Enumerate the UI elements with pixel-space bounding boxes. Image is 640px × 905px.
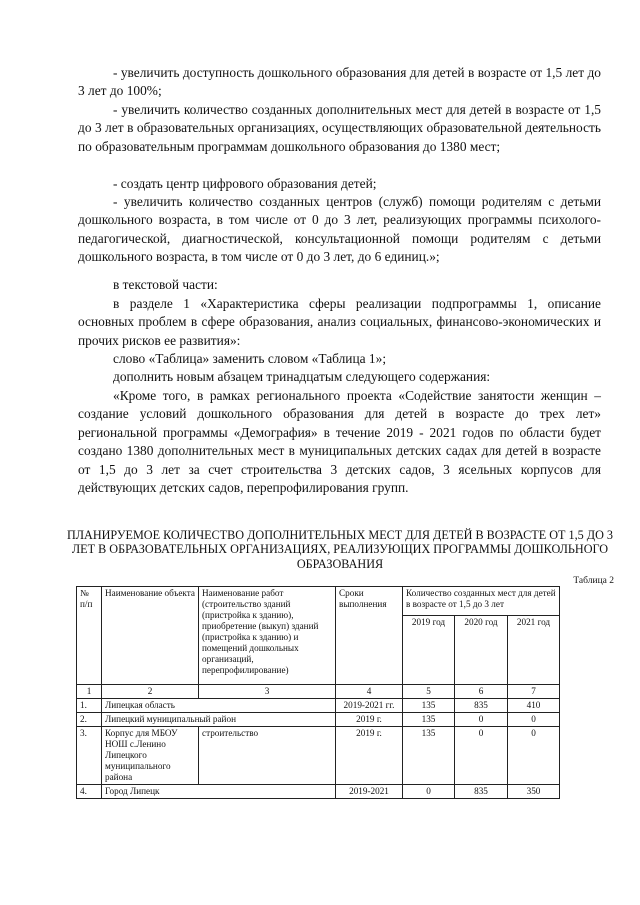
row-terms: 2019-2021 гг. <box>336 699 403 713</box>
header-2020: 2020 год <box>455 616 508 685</box>
row-2021: 350 <box>508 785 560 799</box>
colnum: 5 <box>403 685 455 699</box>
paragraph-9: «Кроме того, в рамках регионального проекта «Содействие занятости женщин – создание условий дошкольного образования для детей в возрасте до трех лет» региональной программы «Демография» в течение 2019 - 2021 годов по области будет создано 1380 дополнительных мест в муниципальных детских садах для детей в возрасте от 1,5 до 3 лет за счет строительства 3 детских садов, 3 ясельных корпусов для действующих детских садов, перепрофилирования групп. <box>78 388 601 496</box>
paragraph-6: в разделе 1 «Характеристика сферы реализации подпрограммы 1, описание основных проблем в сфере образования, анализ социальных, финансово-экономических и прочих рисков ее развития»: <box>78 296 601 348</box>
row-2019: 135 <box>403 699 455 713</box>
header-2021: 2021 год <box>508 616 560 685</box>
row-2019: 135 <box>403 713 455 727</box>
row-terms: 2019-2021 <box>336 785 403 799</box>
header-works: Наименование работ (строительство зданий (пристройка к зданию), приобретение (выкуп) зданий (пристройка к зданию) и помещений дошкольных организаций, перепрофилирование) <box>199 587 336 685</box>
row-2019: 135 <box>403 727 455 785</box>
paragraph-1: - увеличить доступность дошкольного образования для детей в возрасте от 1,5 лет до 3 лет до 100%; <box>78 65 601 99</box>
row-name: Липецкий муниципальный район <box>102 713 336 727</box>
table-row <box>77 727 560 785</box>
row-work: строительство <box>199 727 336 785</box>
row-2019: 0 <box>403 785 455 799</box>
row-2020: 835 <box>455 785 508 799</box>
row-2020: 0 <box>455 713 508 727</box>
header-num: № п/п <box>77 587 102 685</box>
row-terms: 2019 г. <box>336 727 403 785</box>
colnum: 6 <box>455 685 508 699</box>
row-num: 2. <box>77 713 102 727</box>
row-2021: 0 <box>508 713 560 727</box>
table-row <box>77 785 560 799</box>
row-num: 3. <box>77 727 102 785</box>
row-name: Город Липецк <box>102 785 336 799</box>
paragraph-2: - увеличить количество созданных дополнительных мест для детей в возрасте от 1,5 до 3 лет в образовательных организациях, осуществляющих образовательной деятельность по образовательным программам дошкольного образования до 1380 мест; <box>78 102 601 154</box>
header-object: Наименование объекта <box>102 587 199 685</box>
row-num: 1. <box>77 699 102 713</box>
header-terms: Сроки выполнения <box>336 587 403 685</box>
colnum: 2 <box>102 685 199 699</box>
row-2021: 410 <box>508 699 560 713</box>
paragraph-3: - создать центр цифрового образования детей; <box>113 176 377 191</box>
paragraph-7: слово «Таблица» заменить словом «Таблица 1»; <box>113 351 387 366</box>
table-header-row <box>77 587 560 616</box>
row-terms: 2019 г. <box>336 713 403 727</box>
row-name: Корпус для МБОУ НОШ с.Ленино Липецкого муниципального района <box>102 727 199 785</box>
table-title: ПЛАНИРУЕМОЕ КОЛИЧЕСТВО ДОПОЛНИТЕЛЬНЫХ МЕСТ ДЛЯ ДЕТЕЙ В ВОЗРАСТЕ ОТ 1,5 ДО 3 ЛЕТ В ОБРАЗОВАТЕЛЬНЫХ ОРГАНИЗАЦИЯХ, РЕАЛИЗУЮЩИХ ПРОГРАММЫ ДОШКОЛЬНОГО ОБРАЗОВАНИЯ <box>66 528 614 571</box>
colnum: 4 <box>336 685 403 699</box>
colnum: 1 <box>77 685 102 699</box>
header-2019: 2019 год <box>403 616 455 685</box>
table-label: Таблица 2 <box>573 576 614 586</box>
places-table <box>76 586 560 799</box>
row-2020: 835 <box>455 699 508 713</box>
paragraph-8: дополнить новым абзацем тринадцатым следующего содержания: <box>113 369 491 384</box>
paragraph-4: - увеличить количество созданных центров (служб) помощи родителям с детьми дошкольного возраста, в том числе от 0 до 3 лет, реализующих программы психолого-педагогической, диагностической, консультационной помощи родителям с детьми дошкольного возраста, в том числе от 0 до 3 лет, до 6 единиц.»; <box>78 194 601 265</box>
table-colnum-row <box>77 685 560 699</box>
colnum: 7 <box>508 685 560 699</box>
row-2021: 0 <box>508 727 560 785</box>
colnum: 3 <box>199 685 336 699</box>
header-places: Количество созданных мест для детей в возрасте от 1,5 до 3 лет <box>403 587 560 616</box>
paragraph-5: в текстовой части: <box>113 277 218 292</box>
table-row <box>77 699 560 713</box>
row-num: 4. <box>77 785 102 799</box>
row-2020: 0 <box>455 727 508 785</box>
row-name: Липецкая область <box>102 699 336 713</box>
table-row <box>77 713 560 727</box>
